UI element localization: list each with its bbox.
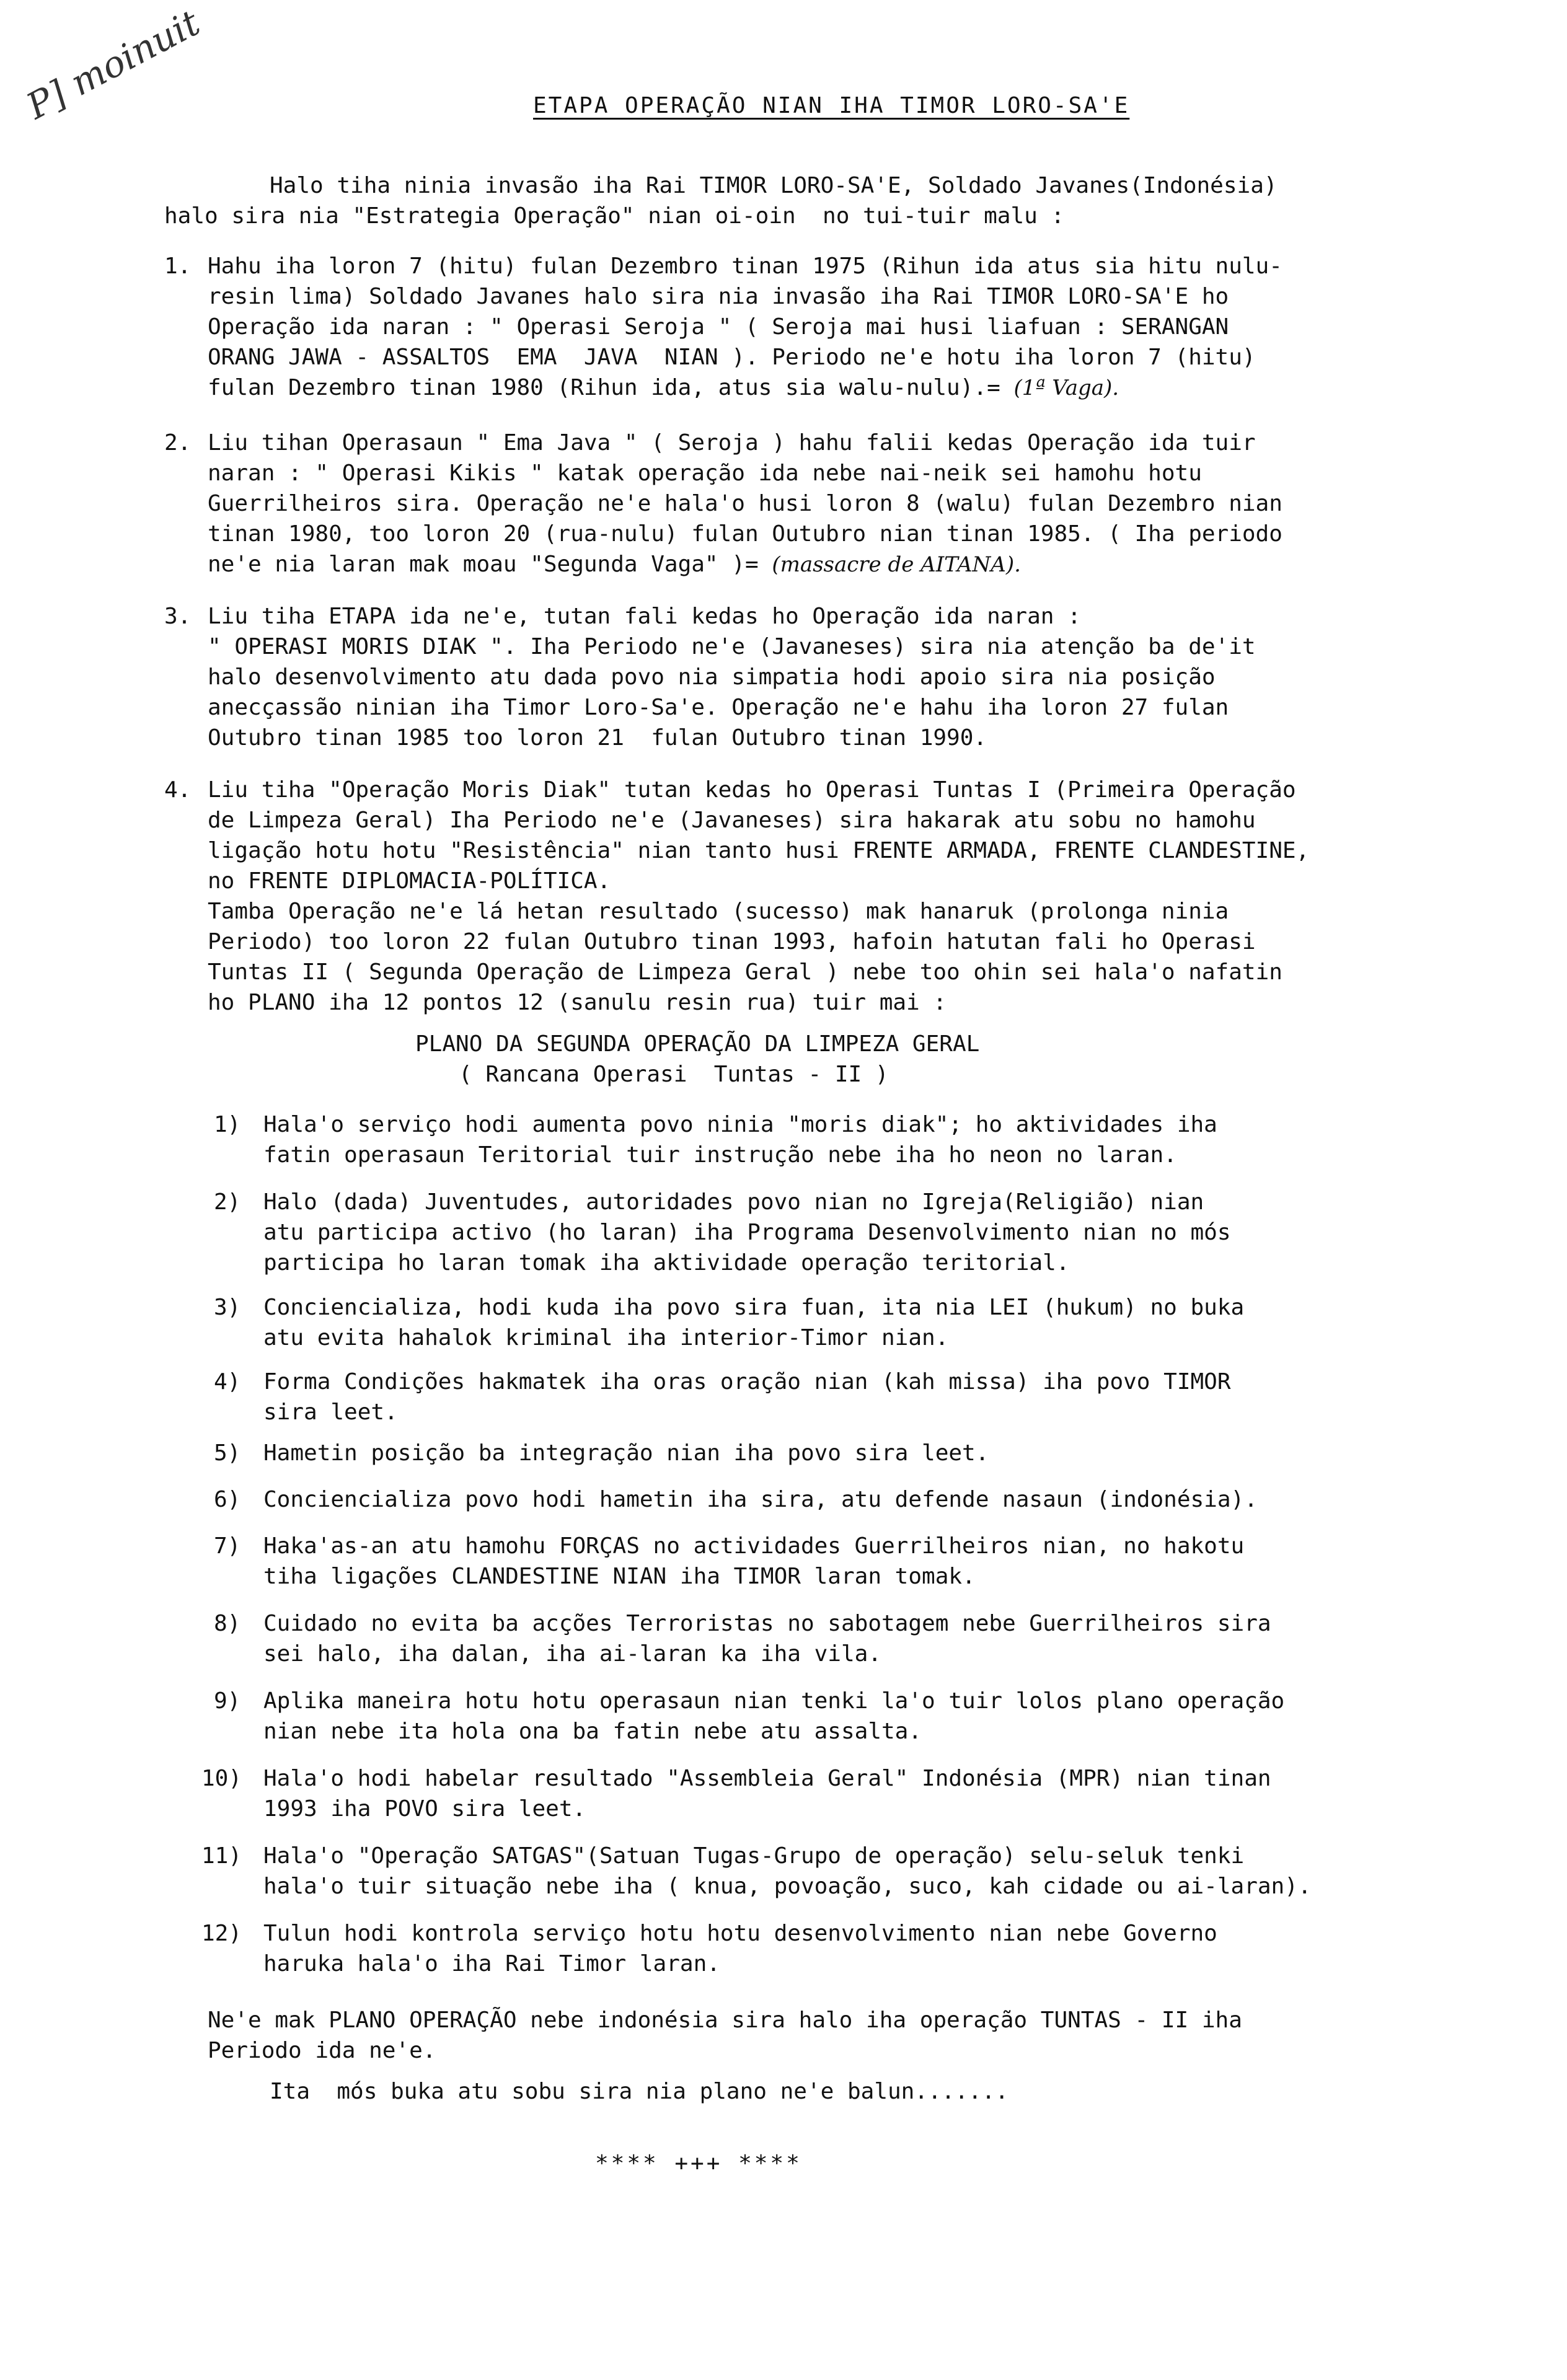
handwritten-corner-mark: P] moinuit (19, 1, 207, 128)
plan-item-line: sei halo, iha dalan, iha ai-laran ka iha vila. (263, 1641, 881, 1667)
plan-item-number: 1) (214, 1112, 241, 1137)
handwritten-note-massacre: (massacre de AITANA). (772, 552, 1021, 577)
plan-item-number: 4) (214, 1369, 241, 1395)
plan-item-number: 7) (214, 1533, 241, 1559)
plan-item-number: 2) (214, 1189, 241, 1215)
closing-line: Ne'e mak PLANO OPERAÇÃO nebe indonésia sira halo iha operação TUNTAS - II iha (208, 2008, 1242, 2033)
plan-item-line: fatin operasaun Teritorial tuir instrução nebe iha ho neon no laran. (263, 1142, 1177, 1168)
plan-item-line: atu evita hahalok kriminal iha interior-Timor nian. (263, 1325, 949, 1351)
section-4-line: no FRENTE DIPLOMACIA-POLÍTICA. (208, 868, 611, 894)
section-3-line: " OPERASI MORIS DIAK ". Iha Periodo ne'e (Javaneses) sira nia atenção ba de'it (208, 634, 1256, 659)
section-4-line: Liu tiha "Operação Moris Diak" tutan kedas ho Operasi Tuntas I (Primeira Operação (208, 777, 1296, 803)
plan-item-line: Tulun hodi kontrola serviço hotu hotu desenvolvimento nian nebe Governo (263, 1921, 1217, 1946)
plan-item-line: nian nebe ita hola ona ba fatin nebe atu assalta. (263, 1719, 922, 1744)
end-separator: **** +++ **** (595, 2151, 802, 2176)
plan-item-number: 3) (214, 1295, 241, 1320)
plan-item-line: Hala'o "Operação SATGAS"(Satuan Tugas-Grupo de operação) selu-seluk tenki (263, 1843, 1245, 1869)
section-1-line: Operação ida naran : " Operasi Seroja " ( Seroja mai husi liafuan : SERANGAN (208, 314, 1229, 340)
section-4-number: 4. (164, 777, 192, 803)
plan-item-line: Haka'as-an atu hamohu FORÇAS no actividades Guerrilheiros nian, no hakotu (263, 1533, 1245, 1559)
section-4-line: Tuntas II ( Segunda Operação de Limpeza Geral ) nebe too ohin sei hala'o nafatin (208, 959, 1282, 985)
section-3-line: anecçassão ninian iha Timor Loro-Sa'e. Operação ne'e hahu iha loron 27 fulan (208, 695, 1229, 720)
section-4-line: Periodo) too loron 22 fulan Outubro tinan 1993, hafoin hatutan fali ho Operasi (208, 929, 1256, 954)
section-1-number: 1. (164, 253, 192, 279)
plan-item-line: participa ho laran tomak iha aktividade operação teritorial. (263, 1250, 1070, 1276)
section-2-line: tinan 1980, too loron 20 (rua-nulu) fulan Outubro nian tinan 1985. ( Iha periodo (208, 521, 1282, 547)
plan-item-number: 10) (201, 1766, 242, 1791)
section-1-line: resin lima) Soldado Javanes halo sira nia invasão iha Rai TIMOR LORO-SA'E ho (208, 284, 1229, 309)
plan-item-line: Hala'o serviço hodi aumenta povo ninia "moris diak"; ho aktividades iha (263, 1112, 1217, 1137)
plan-item-number: 12) (201, 1921, 242, 1946)
section-2-line: Liu tihan Operasaun " Ema Java " ( Seroja ) hahu falii kedas Operação ida tuir (208, 430, 1256, 456)
section-1-line: Hahu iha loron 7 (hitu) fulan Dezembro tinan 1975 (Rihun ida atus sia hitu nulu- (208, 253, 1282, 279)
section-1-line: ORANG JAWA - ASSALTOS EMA JAVA NIAN ). Periodo ne'e hotu iha loron 7 (hitu) (208, 345, 1256, 370)
closing-line: Periodo ida ne'e. (208, 2038, 436, 2063)
plan-item-line: Halo (dada) Juventudes, autoridades povo nian no Igreja(Religião) nian (263, 1189, 1204, 1215)
intro-line-2: halo sira nia "Estrategia Operação" nian oi-oin no tui-tuir malu : (164, 203, 1065, 229)
plan-heading: PLANO DA SEGUNDA OPERAÇÃO DA LIMPEZA GERAL (415, 1031, 980, 1057)
plan-item-line: Cuidado no evita ba acções Terroristas no sabotagem nebe Guerrilheiros sira (263, 1611, 1271, 1636)
plan-item-number: 9) (214, 1688, 241, 1714)
section-1-line: fulan Dezembro tinan 1980 (Rihun ida, atus sia walu-nulu).= (1ª Vaga). (208, 375, 1119, 400)
section-2-line: ne'e nia laran mak moau "Segunda Vaga" )= (massacre de AITANA). (208, 552, 1021, 577)
plan-item-number: 8) (214, 1611, 241, 1636)
plan-item-line: Aplika maneira hotu hotu operasaun nian tenki la'o tuir lolos plano operação (263, 1688, 1285, 1714)
section-4-line: de Limpeza Geral) Iha Periodo ne'e (Javaneses) sira hakarak atu sobu no hamohu (208, 808, 1256, 833)
plan-item-line: haruka hala'o iha Rai Timor laran. (263, 1951, 720, 1977)
handwritten-note-1a-vaga: (1ª Vaga). (1013, 376, 1119, 400)
section-2-number: 2. (164, 430, 192, 456)
plan-subheading: ( Rancana Operasi Tuntas - II ) (459, 1062, 889, 1087)
section-2-line: Guerrilheiros sira. Operação ne'e hala'o husi loron 8 (walu) fulan Dezembro nian (208, 491, 1282, 516)
section-3-line: halo desenvolvimento atu dada povo nia simpatia hodi apoio sira nia posição (208, 664, 1216, 690)
plan-item-line: tiha ligações CLANDESTINE NIAN iha TIMOR laran tomak. (263, 1564, 976, 1589)
section-4-line: ligação hotu hotu "Resistência" nian tanto husi FRENTE ARMADA, FRENTE CLANDESTINE, (208, 838, 1310, 863)
section-3-line: Liu tiha ETAPA ida ne'e, tutan fali kedas ho Operação ida naran : (208, 604, 1081, 629)
intro-line-1: Halo tiha ninia invasão iha Rai TIMOR LORO-SA'E, Soldado Javanes(Indonésia) (270, 173, 1278, 198)
plan-item-number: 11) (201, 1843, 242, 1869)
plan-item-line: hala'o tuir situação nebe iha ( knua, povoação, suco, kah cidade ou ai-laran). (263, 1874, 1312, 1899)
plan-item-number: 6) (214, 1487, 241, 1512)
section-2-line: naran : " Operasi Kikis " katak operação ida nebe nai-neik sei hamohu hotu (208, 461, 1202, 486)
plan-item-number: 5) (214, 1440, 241, 1466)
document-title: ETAPA OPERAÇÃO NIAN IHA TIMOR LORO-SA'E (533, 93, 1130, 118)
section-3-line: Outubro tinan 1985 too loron 21 fulan Outubro tinan 1990. (208, 725, 987, 751)
plan-item-line: sira leet. (263, 1399, 398, 1425)
plan-item-line: Conciencializa, hodi kuda iha povo sira fuan, ita nia LEI (hukum) no buka (263, 1295, 1245, 1320)
section-4-line: Tamba Operação ne'e lá hetan resultado (sucesso) mak hanaruk (prolonga ninia (208, 899, 1229, 924)
closing-last-line: Ita mós buka atu sobu sira nia plano ne'e balun....... (270, 2079, 1009, 2104)
plan-item-line: Hametin posição ba integração nian iha povo sira leet. (263, 1440, 989, 1466)
plan-item-line: atu participa activo (ho laran) iha Programa Desenvolvimento nian no mós (263, 1220, 1231, 1245)
section-4-line: ho PLANO iha 12 pontos 12 (sanulu resin rua) tuir mai : (208, 990, 947, 1015)
plan-item-line: Conciencializa povo hodi hametin iha sira, atu defende nasaun (indonésia). (263, 1487, 1258, 1512)
plan-item-line: Forma Condições hakmatek iha oras oração nian (kah missa) iha povo TIMOR (263, 1369, 1231, 1395)
section-3-number: 3. (164, 604, 192, 629)
plan-item-line: 1993 iha POVO sira leet. (263, 1796, 586, 1822)
plan-item-line: Hala'o hodi habelar resultado "Assembleia Geral" Indonésia (MPR) nian tinan (263, 1766, 1271, 1791)
